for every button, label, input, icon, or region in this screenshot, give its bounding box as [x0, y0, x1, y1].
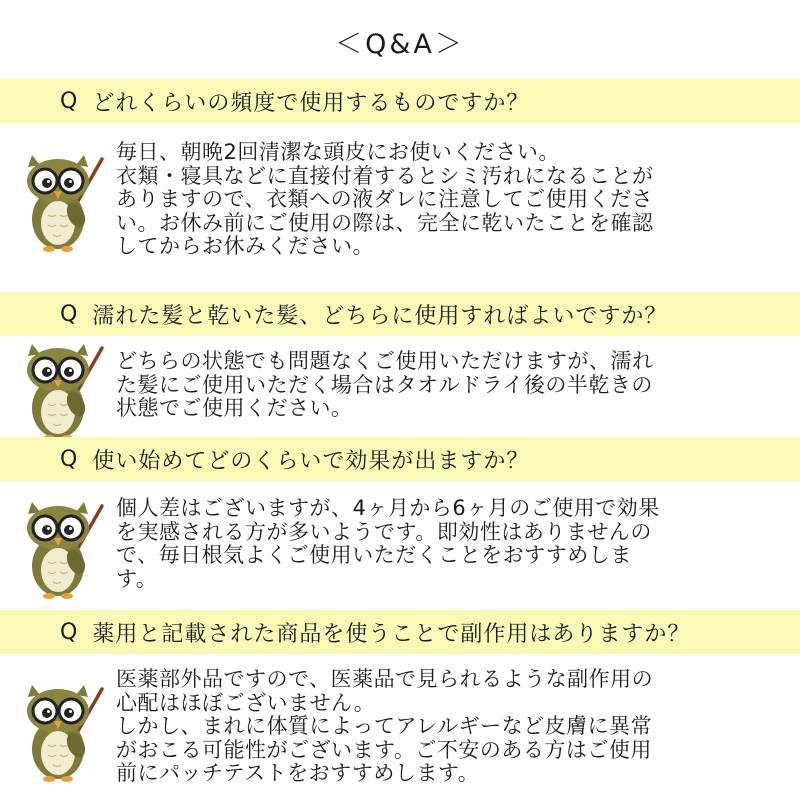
answer-line: してからお休みください。 [116, 234, 374, 258]
question-bar-3 [0, 437, 800, 481]
page-title: ＜Q&A＞ [335, 29, 465, 60]
answer-line: ありますので、衣類への液ダレに注意してご使用くださ [116, 187, 654, 211]
q-mark: Q [60, 619, 79, 645]
question-bar-1 [0, 79, 800, 123]
question-bar-4 [0, 610, 800, 654]
answer-line: た髪にご使用いただく場合はタオルドライ後の半乾きの [116, 372, 653, 397]
answer-text-3 [116, 497, 756, 591]
q-mark: Q [60, 88, 79, 114]
answer-text-1 [116, 141, 756, 259]
answer-line: どちらの状態でも問題なくご使用いただけますが、濡れ [116, 349, 654, 373]
q-mark: Q [60, 446, 79, 472]
answer-line: す。 [116, 566, 158, 591]
question-text: 薬用と記載された商品を使うことで副作用はありますか？ [92, 621, 691, 647]
owl-teacher-icon [18, 342, 104, 442]
answer-line: い。お休み前にご使用の際は、完全に乾いたことを確認 [116, 210, 654, 235]
answer-line: 毎日、朝晩2回清潔な頭皮にお使いください。 [116, 140, 560, 164]
answer-line: 心配はほぼございません。 [116, 690, 376, 715]
owl-teacher-icon [18, 500, 104, 600]
question-bar-2 [0, 292, 800, 336]
answer-line: を実感される方が多いようです。即効性はありませんの [116, 519, 652, 544]
question-text: 濡れた髪と乾いた髪、どちらに使用すればよいですか？ [92, 303, 668, 329]
question-text: 使い始めてどのくらいで効果が出ますか？ [92, 448, 530, 474]
answer-line: 医薬部外品ですので、医薬品で見られるような副作用の [116, 667, 654, 691]
answer-line: 前にパッチテストをおすすめします。 [116, 761, 480, 785]
owl-teacher-icon [18, 683, 104, 783]
answer-text-4 [116, 668, 756, 786]
answer-line: しかし、まれに体質によってアレルギーなど皮膚に異常 [116, 714, 653, 738]
owl-teacher-icon [18, 153, 104, 253]
answer-line: で、毎日根気よくご使用いただくことをおすすめしま [116, 543, 632, 567]
answer-line: 状態でご使用ください。 [116, 396, 353, 420]
answer-line: 衣類・寝具などに直接付着するとシミ汚れになることが [116, 163, 654, 188]
answer-text-2 [116, 350, 756, 421]
answer-line: 個人差はございますが、4ヶ月から6ヶ月のご使用で効果 [116, 496, 660, 520]
question-text: どれくらいの頻度で使用するものですか？ [92, 90, 530, 116]
q-mark: Q [60, 301, 79, 327]
answer-line: がおこる可能性がございます。ご不安のある方はご使用 [116, 737, 652, 762]
